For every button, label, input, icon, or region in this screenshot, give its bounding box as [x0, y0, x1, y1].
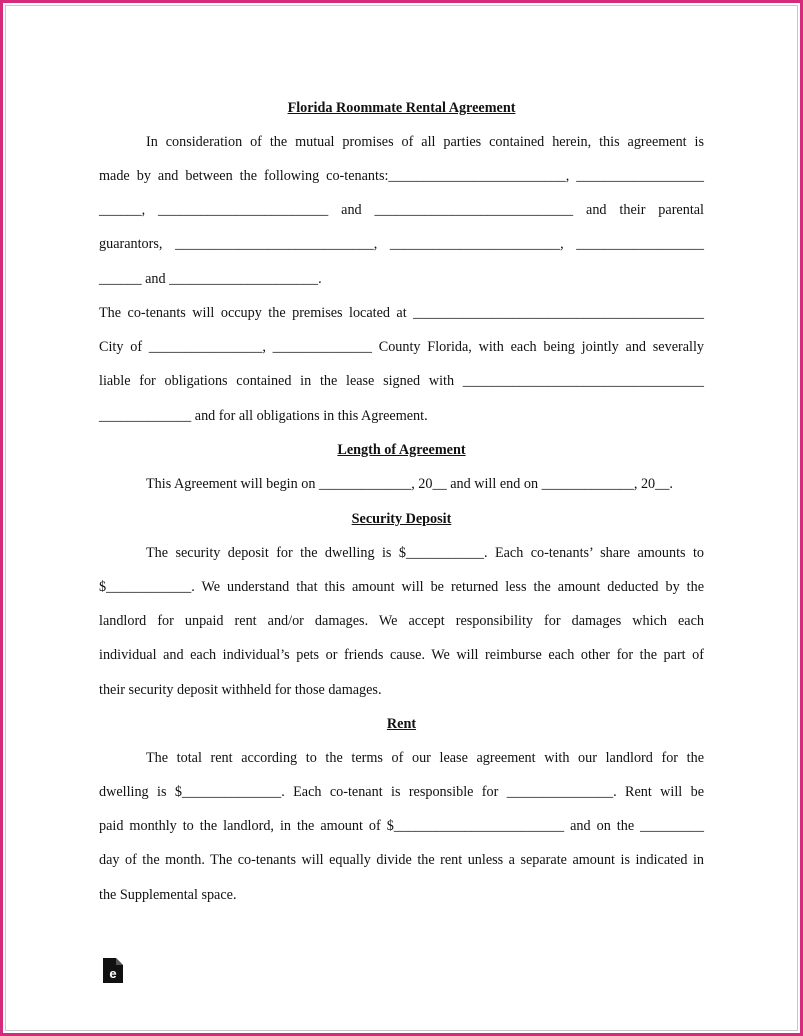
section-line: their security deposit withheld for those damages. — [99, 682, 382, 698]
intro-line: City of ________________, ______________ County Florida, with each being jointly and severally — [99, 339, 704, 355]
document-title: Florida Roommate Rental Agreement — [287, 100, 516, 116]
intro-line: liable for obligations contained in the lease signed with __________________________________ — [99, 373, 704, 389]
eforms-logo-icon — [103, 958, 123, 983]
section-line: This Agreement will begin on _____________, 20__ and will end on _____________, 20__. — [146, 476, 673, 492]
intro-line: In consideration of the mutual promises of all parties contained herein, this agreement is — [146, 134, 704, 150]
intro-line: _____________ and for all obligations in this Agreement. — [99, 408, 428, 424]
section-heading-length: Length of Agreement — [337, 442, 466, 458]
intro-line: ______ and _____________________. — [99, 271, 322, 287]
section-line: landlord for unpaid rent and/or damages. We accept responsibility for damages which each — [99, 613, 704, 629]
section-line: individual and each individual’s pets or friends cause. We will reimburse each other for the part of — [99, 647, 704, 663]
section-line: paid monthly to the landlord, in the amount of $________________________ and on the _________ — [99, 818, 704, 834]
section-line: dwelling is $______________. Each co-tenant is responsible for _______________. Rent will be — [99, 784, 704, 800]
section-heading-deposit: Security Deposit — [351, 511, 452, 527]
section-heading-rent: Rent — [386, 716, 417, 732]
section-line: The security deposit for the dwelling is $___________. Each co-tenants’ share amounts to — [146, 545, 704, 561]
intro-line: made by and between the following co-tenants:_________________________, __________________ — [99, 168, 704, 184]
section-line: day of the month. The co-tenants will equally divide the rent unless a separate amount is indicated in — [99, 852, 704, 868]
intro-line: The co-tenants will occupy the premises located at _________________________________________ — [99, 305, 704, 321]
section-line: $____________. We understand that this amount will be returned less the amount deducted by the — [99, 579, 704, 595]
intro-line: guarantors, ____________________________, ________________________, __________________ — [99, 236, 704, 252]
section-line: the Supplemental space. — [99, 887, 237, 903]
intro-line: ______, ________________________ and ____________________________ and their parental — [99, 202, 704, 218]
section-line: The total rent according to the terms of our lease agreement with our landlord for the — [146, 750, 704, 766]
logo-letter: e — [109, 966, 117, 981]
